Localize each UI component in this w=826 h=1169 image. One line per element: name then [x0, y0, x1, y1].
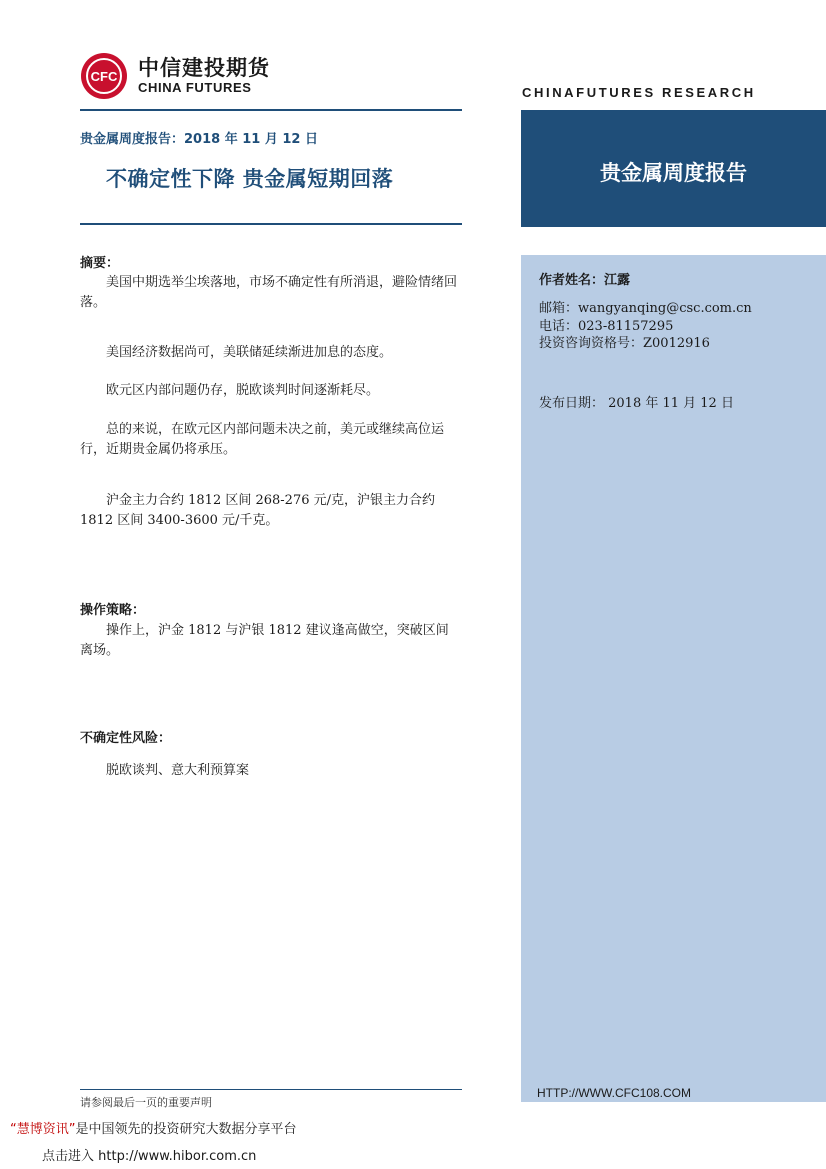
summary-paragraph: 美国经济数据尚可，美联储延续渐进加息的态度。	[106, 345, 393, 360]
top-rule	[80, 109, 462, 111]
risk-heading: 不确定性风险：	[80, 731, 172, 746]
strategy-heading: 操作策略：	[80, 603, 146, 618]
title-bottom-rule	[80, 223, 462, 225]
watermark-brand: “慧博资讯”	[10, 1122, 76, 1137]
sidebar-footer	[521, 1085, 826, 1102]
license-number: 投资咨询资格号：Z0012916	[539, 336, 710, 351]
sidebar-header-title: 贵金属周度报告	[600, 161, 747, 185]
website-link[interactable]: HTTP://WWW.CFC108.COM	[537, 1086, 691, 1100]
summary-paragraph: 美国中期选举尘埃落地，市场不确定性有所消退，避险情绪回落。	[80, 275, 458, 310]
author-phone: 电话：023-81157295	[539, 319, 674, 334]
author-name: 作者姓名：江露	[539, 273, 631, 288]
logo-en-text: CHINA FUTURES	[138, 80, 252, 95]
report-date-line: 贵金属周度报告：2018 年 11 月 12 日	[80, 132, 318, 147]
research-label: CHINAFUTURES RESEARCH	[522, 85, 756, 100]
author-info-panel	[521, 255, 826, 1085]
logo-badge-text: CFC	[90, 69, 118, 84]
summary-paragraph: 总的来说，在欧元区内部问题未决之前，美元或继续高位运行，近期贵金属仍将承压。	[80, 422, 445, 457]
author-email[interactable]: 邮箱：wangyanqing@csc.com.cn	[539, 301, 752, 316]
page-title: 不确定性下降 贵金属短期回落	[106, 167, 394, 191]
footer-rule	[80, 1089, 462, 1090]
china-futures-logo-icon	[80, 52, 128, 100]
sidebar-header	[521, 110, 826, 227]
watermark-text: 是中国领先的投资研究大数据分享平台	[75, 1122, 297, 1137]
publish-date: 发布日期： 2018 年 11 月 12 日	[539, 396, 734, 411]
watermark-line	[10, 1118, 297, 1137]
risk-paragraph: 脱欧谈判、意大利预算案	[106, 763, 250, 778]
watermark-link[interactable]: 点击进入 http://www.hibor.com.cn	[42, 1149, 257, 1164]
strategy-paragraph: 操作上，沪金 1812 与沪银 1812 建议逢高做空，突破区间离场。	[80, 623, 449, 658]
disclaimer-note: 请参阅最后一页的重要声明	[80, 1096, 212, 1109]
logo-cn-text: 中信建投期货	[138, 56, 270, 80]
summary-paragraph: 欧元区内部问题仍存，脱欧谈判时间逐渐耗尽。	[106, 383, 380, 398]
summary-paragraph: 沪金主力合约 1812 区间 268-276 元/克，沪银主力合约 1812 区间 3400-3600 元/千克。	[80, 493, 436, 528]
summary-heading: 摘要：	[80, 256, 120, 271]
